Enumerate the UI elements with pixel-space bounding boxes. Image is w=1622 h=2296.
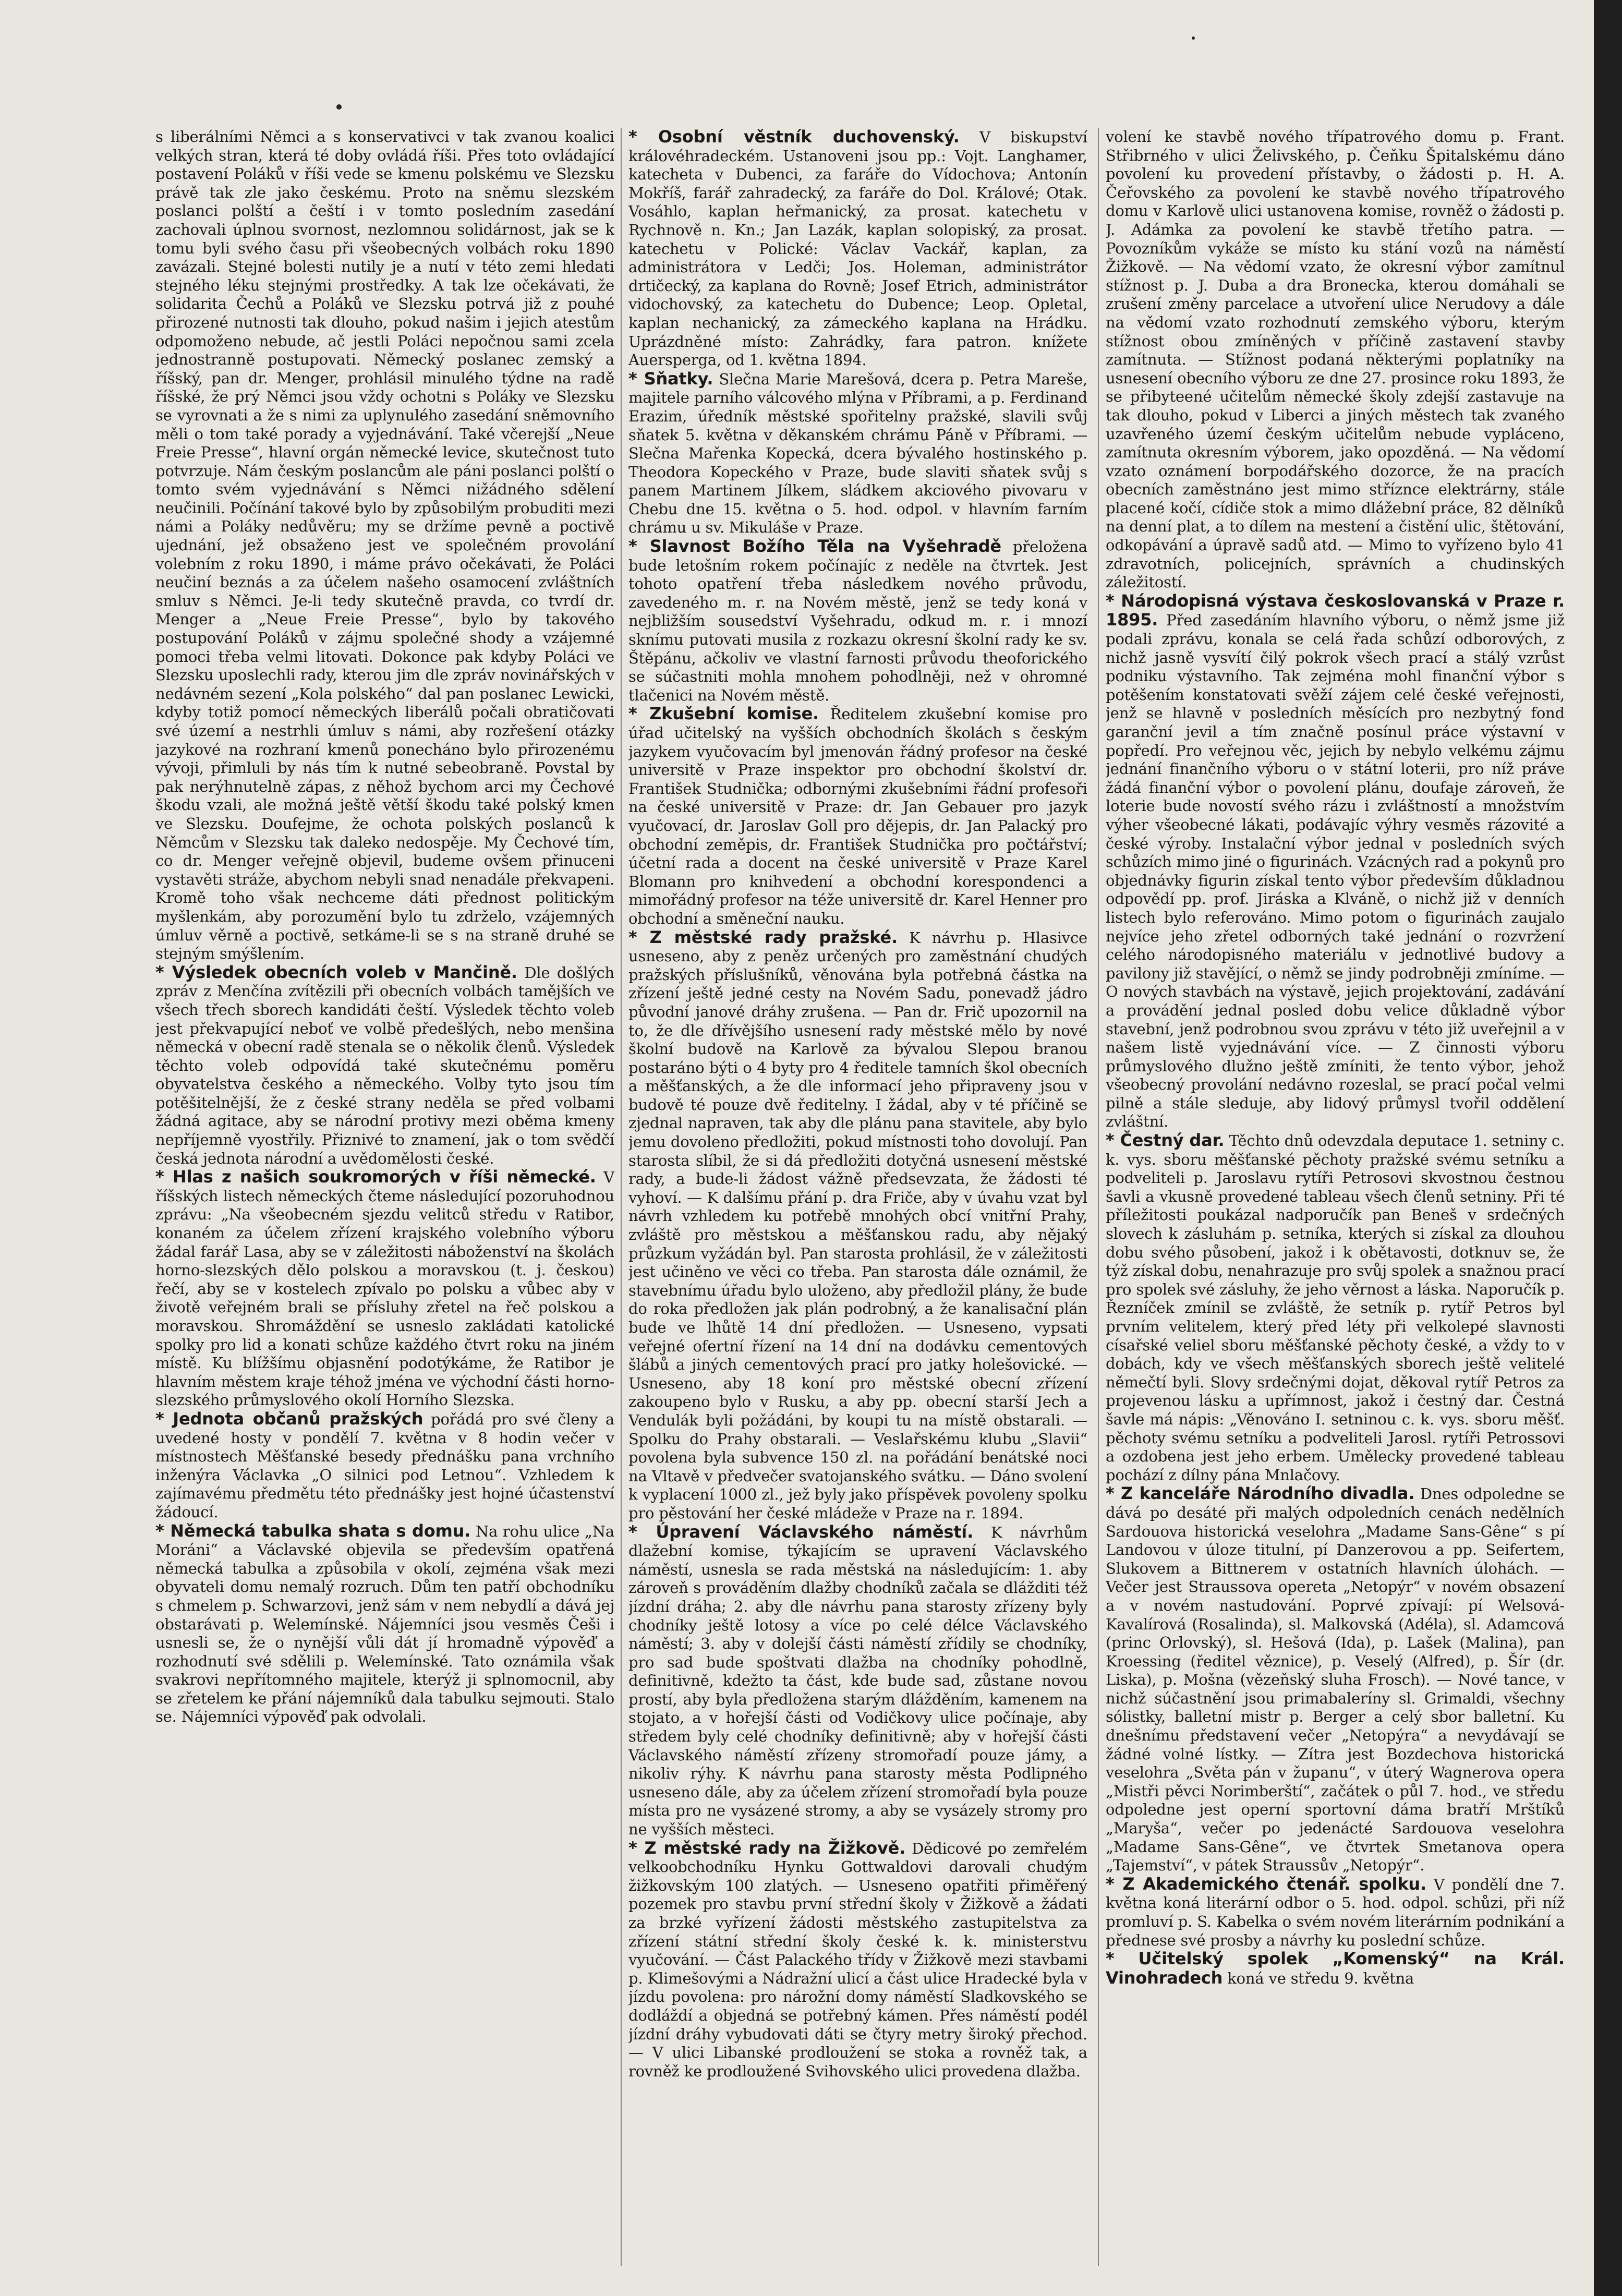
ink-dot (336, 104, 342, 110)
article-heading: * Výsledek obecních voleb v Mančině. (155, 962, 517, 982)
article-slavnost (628, 537, 1087, 705)
ink-dot (1192, 37, 1195, 40)
article-text: přeložena bude letošním rokem počínajíc z neděle na čtvrtek. Jest tohoto opatření třeba následkem nového průvodu, zavedeného m. r. na Novém městě, jenž se tedy koná v nejbližším sousedství Vyšehradu, odkud m. r. i mnozí sknímu putovati musila z rozkazu okresní školní rady ke sv. Štěpánu, ačkoliv ve vlastní farnosti průvodu theoforického se súčastniti mohla mnohem pohodlněji, než v ohromné tlačenici na Novém městě. (628, 538, 1087, 704)
newspaper-page (138, 99, 1583, 2279)
column-divider (621, 128, 622, 2266)
article-snatky (628, 370, 1087, 537)
article-text: V biskupství královéhradeckém. Ustanoveni jsou pp.: Vojt. Langhamer, katecheta v Dubenci, za faráře do Vídochova; Antonín Mokříš, farář zahradecký, za faráře do Dol. Králové; Otak. Vosáhlo, kaplan heřmanický, za prosat. katechetu v Rychnově n. Kn.; Jan Lazák, kaplan solopiský, za prosat. katechetu v Polické: Václav Vackář, kaplan, za administrátora v Ledči; Jos. Holeman, administrátor drtičecký, za kaplana do Rovně; Josef Etrich, administrátor vidochovský, za katechetu do Dubence; Leop. Opletal, kaplan nechanický, za zámeckého kaplana na Hrádku. Uprázdněné místo: Zahrádky, fara patron. knížete Auersperga, od 1. května 1894. (628, 128, 1087, 369)
article-jednota (155, 1410, 614, 1522)
article-text: pořádá pro své členy a uvedené hosty v pondělí 7. května v 8 hodin večer v místnostech Měšťanské besedy přednášku pana vrchního inženýra Václavka „O silnici pod Letnou“. Vzhledem k zajímavému předmětu této přednášky jest hojné účastenství žádoucí. (155, 1410, 614, 1521)
article-heading: * Z městské rady pražské. (628, 927, 898, 947)
article-text: Před zasedáním hlavního výboru, o němž jsme již podali zprávu, konala se celá řada schůzí odborových, z nichž jasně vysvítí čilý pokrok všech prací a stálý vzrůst podniku výstavního. Tak zejména mohl finanční výbor s potěšením konstatovati svěží zájem celé české veřejnosti, jenž se hlavně v posledních měsících pro nezbytný fond garanční jevil a tím značně posínul práce výstavní v popředí. Pro veřejnou věc, jejich by nebylo velkému zájmu jednání finančního výboru o v státní loterii, pro níž práve žádá finanční výbor o povolení plánu, doufaje zároveň, že loterie bude novostí svého rázu i zvláštností a množstvím výher všeobecné lákati, podávajíc výhry vesměs rázovité a české výroby. Instalační výbor jednal v posledních svých schůzích mimo jiné o figurinách. Vzácných rad a pokynů pro objednávky figurin získal tento výbor především důkladnou odpovědí pp. prof. Jiráska a Klváně, o nichž již v denních listech bylo referováno. Mimo potom o figurinách zaujalo nejvíce jeho zřetel odborných také jednání o rozvržení celého národopisného materiálu v jednotlivé budovy a pavilony již stavějící, o němž se jindy podrobněji zmíníme. — O nových stavbách na výstavě, jejich projektování, zadávání a provádění jednal posled dobu velice důkladně výbor stavební, jenž podrobnou svou zprávu v této již uveřejnil a v našem listě vyjednávání více. — Z činnosti výboru průmyslového dlužno ještě zmíniti, že tento výbor, jehož všeobecný provolání nedávno rozeslal, se prací počal velmi pilně a stále sleduje, aby lidový průmysl tvořil oddělení zvláštní. (1106, 611, 1565, 1131)
article-heading: * Německá tabulka shata s domu. (155, 1520, 471, 1541)
article-akademicky (1106, 1875, 1565, 1950)
article-text: Ředitelem zkušební komise pro úřad učitelský na vyšších obchodních školách s českým jazykem vyučovacím byl jmenován řádný profesor na české universitě v Praze inspektor pro obchodní školství dr. František Studnička; odbornými zkušebními řádní profesoři na české universitě v Praze: dr. Jan Gebauer pro jazyk vyučovací, dr. Jaroslav Goll pro dějepis, dr. Jan Palacký pro obchodní zeměpis, dr. František Studnička pro počtářství; účetní rada a docent na české universitě v Praze Karel Blomann pro knihvedení a obchodní korespondenci a mimořádný profesor na téže universitě dr. Karel Henner pro obchodní a směneční nauku. (628, 705, 1087, 927)
article-vaclavske (628, 1523, 1087, 1839)
article-divadlo (1106, 1484, 1565, 1875)
article-hlas (155, 1168, 614, 1410)
article-komise (628, 705, 1087, 928)
article-continuation: s liberálními Němci a s konservativci v tak zvanou koalici velkých stran, která té doby ovládá říši. Přes toto ovládající postavení Poláků v říši vede se kmenu polskému ve Slezsku právě tak zle jako českému. Proto na sněmu slezském poslanci polští a čeští i v tomto posledním zasedání zachovali úplnou svornost, nezlomnou solidárnost, jak se k tomu byli svého času při všeobecných volbách roku 1890 zavázali. Stejné bolesti nutily je a nutí v této zemi hledati stejného léku stejnými prostředky. A tak lze očekávati, že solidarita Čechů a Poláků ve Slezsku potrvá již z pouhé přirozené nutnosti tak dlouho, pokud našim i jejich atestům odpomoženo nebude, ač jestli Poláci nepočnou sami zcela jednostranně postupovati. Německý poslanec zemský a říšský, pan dr. Menger, prohlásil minulého týdne na radě říšské, že prý Němci jsou vždy ochotni s Poláky ve Slezsku se vyrovnati a že s nimi za uplynulého zasedání sněmovního měli o tom také porady a vyjednávání. Také včerejší „Neue Freie Presse“, hlavní orgán německé levice, skutečnost tuto potvrzuje. Nám českým poslancům ale páni poslanci polští o tomto svém vyjednávání s Němci nižádného sdělení neučinili. Počínání takové bylo by způsobilým probuditi mezi námi a Poláky nedůvěru; my se držíme pevně a poctivě ujednání, jež obsaženo jest ve společném provolání volebním z roku 1890, i máme právo očekávati, že Poláci neučiní beznás a za účelem našeho osamocení zvláštních smluv s Němci. Je-li tedy skutečně pravda, co tvrdí dr. Menger a „Neue Freie Presse“, bylo by takového postupování Poláků v zájmu společné shody a vzájemné pomoci třeba velmi litovati. Dokonce pak kdyby Poláci ve Slezsku uposlechli rady, kterou jim dle zpráv novinářských v nedávném sezení „Kola polského“ dal pan poslanec Lewicki, kdyby totiž pomocí německých liberálů počali obratičovati své území a nestrhli úmluv s námi, aby rozřešení otázky jazykové na rozhraní kmenů ponecháno bylo přirozenému vývoji, přimluli by nás tím k nutné sebeobraně. Povstal by pak nerýhnutelně zápas, z něhož bychom arci my Čechové škodu vzali, ale možná ještě větší škodu také polský kmen ve Slezsku. Doufejme, že ochota polských poslanců k Němcům v Slezsku tak daleko nedospěje. My Čechové tím, co dr. Menger veřejně objevil, budeme ovšem přinuceni vystavěti stráže, abychom nebyli snad nenadále překvapeni. Kromě toho však nechceme dáti přednost politickým myšlenkám, aby porozumění bylo tu zdrželo, vzájemných úmluv věrně a poctivě, setkáme-li se s na straně druhé se stejným smýšlením. (155, 128, 614, 963)
article-heading: * Zkušební komise. (628, 704, 819, 724)
article-continuation: volení ke stavbě nového třípatrového domu p. Frant. Střibrného v ulici Želivského, p. Čeňku Špitalskému dáno povolení ku provedení přístavby, o žádosti p. H. A. Čeřovského za povolení ke stavbě nového třípatrového domu v Karlově ulici ustanovena komise, rovněž o žádosti p. J. Adámka za povolení ke stavbě třetího patra. — Povozníkům vykáže se místo ku stání vozů na náměstí Žižkově. — Na vědomí vzato, že okresní výbor zamítnul stížnost p. J. Duba a dra Bronecka, kterou domáhali se zrušení změny parcelace a utvoření ulice Nerudovy a dále na vědomí vzato rozhodnutí zemského výboru, kterým stížnost obou zmíněných v příčině zastavení stavby zamítnuta. — Stížnost podaná některými poplatníky na usnesení obecního výboru ze dne 27. prosince roku 1893, že se přibyteené učitelům německé školy zdejší zastavuje na tak dlouho, pokud v Liberci a jiných městech tak zvaného uzavřeného území českým učitelům nebude vypláceno, zamítnuta okresním výborem, jako opozděná. — Na vědomí vzato oznámení borpodářského dozorce, že na pracích obecních zaměstnáno jest mimo stříznce elektrárny, stále placené kočí, cídiče stok a mimo dlážební práce, 82 dělníků na denní plat, a to dílem na mestení a čistění ulic, štětování, odkopávání a úpravě sadů atd. — Mimo to vyřízeno bylo 41 zdravotních, policejních, správních a chudinských záležitostí. (1106, 128, 1565, 591)
article-text: Dědicové po zemřelém velkoobchodníku Hynku Gottwaldovi darovali chudým žižkovským 100 zlatých. — Usneseno opatřiti přiměřený pozemek pro stavbu první střední školy v Žižkově a žádati za brzké vyřízení žádosti městského zastupitelstva za zřízení státní střední školy české k. k. ministerstvu vyučování. — Část Palackého třídy v Žižkově mezi stavbami p. Klimešovými a Nádražní ulicí a část ulice Hradecké byla v jízdu povolena: pro nárožní domy náměstí Sladkovského se dodláždí a objedná se potřebný kámen. Přes náměstí podél jízdní dráhy vybudovati dáti se čtyry metry široký přechod. — V ulici Libanské prodloužení se stoka a rovněž tak, a rovněž ke prodloužené Svihovského ulici provedena dlažba. (628, 1839, 1087, 2080)
article-text: V říšských listech německých čteme následující pozoruhodnou zprávu: „Na všeobecném sjezdu velitců středu v Ratibor, konaném za účelem zřízení krajského volebního výboru žádal farář Lasa, aby se v záležitosti náboženství na školách horno-slezských dělo polskou a moravskou (t. j. českou) řečí, aby se v kostelech zpívalo po polsku a vůbec aby v životě veřejném brali se přísluhy zřetel na řeč polskou a moravskou. Shromáždění se usneslo zakládati katolické spolky pro lid a konati schůze každého čtvrt roku na jiném místě. Ku blížšímu objasnění podotýkáme, že Ratibor je hlavním městem kraje téhož jména ve východní části horno-slezského průmyslového okolí Horního Slezska. (155, 1168, 614, 1409)
article-text: Těchto dnů odevzdala deputace 1. setniny c. k. vys. sboru měšťanské pěchoty pražské svému setníku a podveliteli p. Jaroslavu rytíři Petrosovi skvostnou čestnou šavli a vkusně provedené tableau všech členů setniny. Při té příležitosti poukázal nadporučík pan Beneš v srdečných slovech k zásluhám p. setníka, kterých si získal za dlouhou dobu svého působení, jakož i k obětavosti, dotknuv se, že týž získal dobu, nenahrazuje pro svůj spolek a snažnou prací pro spolek své zásluhy, že jeho věrnost a láska. Naporučík p. Řezníček zmínil se zvláště, že setník p. rytíř Petros byl prvním velitelem, který před léty při velkolepé slavnosti císařské veliel sboru měšťanské pěchoty české, a vždy to v dobách, kdy ve všech měšťanských sborech ještě velitelé němečtí byli. Slovy srdečnými dojat, děkoval rytíř Petros za projevenou lásku a upřímnost, jakož i čestný dar. Čestná šavle má nápis: „Věnováno I. setninou c. k. vys. sboru měšť. pěchoty svému setníku a podveliteli Jarosl. rytíři Petrossovi a ozdobena jest jeho erbem. Umělecky provedené tableau pochází z dílny pána Mnlačovy. (1106, 1132, 1565, 1484)
article-heading: * Učitelský spolek „Komenský“ na Král. Vinohradech (1106, 1949, 1565, 1988)
article-heading: * Slavnost Božího Těla na Vyšehradě (628, 536, 1001, 557)
article-text: Slečna Marie Marešová, dcera p. Petra Mareše, majitele parního válcového mlýna v Příbrami, a p. Ferdinand Erazim, úředník městské spořitelny pražské, slavili svůj sňatek 5. května v děkanském chrámu Páně v Příbrami. — Slečna Mařenka Kopecká, dcera bývalého hostinského p. Theodora Kopeckého v Praze, bude slaviti sňatek svůj s panem Martinem Jílkem, sládkem akciového pivovaru v Chebu dne 15. května o 5. hod. odpol. v hlavním farním chrámu u sv. Mikuláše v Praze. (628, 370, 1087, 537)
article-vystava (1106, 592, 1565, 1131)
article-vestnik (628, 128, 1087, 370)
column-3 (1106, 128, 1565, 2266)
article-text: Dnes odpoledne se dává po desáté při malých odpoledních cenách nedělních Sardouova historická veselohra „Madame Sans-Gêne“ s pí Landovou v úloze titulní, pí Danzerovou a pp. Seifertem, Slukovem a Bittnerem v ostatních hlavních úlohách. — Večer jest Straussova opereta „Netopýr“ v novém obsazení a v novém nastudování. Poprvé zpívají: pí Welsová-Kavalírová (Rosalinda), sl. Malkovská (Adéla), sl. Adamcová (princ Orlovský), sl. Hešová (Ida), p. Lašek (Malina), pan Kroessing (ředitel věznice), p. Veselý (Alfred), p. Šír (dr. Liska), p. Mošna (vězeňský sluha Frosch). — Nové tance, v nichž súčastnění jsou primabaleríny sl. Grimaldi, všechny sólistky, balletní mistr p. Berger a celý sbor balletní. Ku dnešnímu představení večer „Netopýra“ a nevydávají se žádné volné lístky. — Zítra jest Bozdechova historická veselohra „Světa pán v županu“, v úterý Wagnerova opera „Mistři pěvci Norimberští“, začátek o půl 7. hod., ve středu odpoledne jest operní sportovní dáma bratří Mrštíků „Maryša“, večer po jedenácté Sardouova veselohra „Madame Sans-Gêne“, ve čtvrtek Smetanova opera „Tajemství“, v pátek Straussův „Netopýr“. (1106, 1485, 1565, 1875)
article-text: K návrhu p. Hlasivce usneseno, aby z peněz určených pro zaměstnání chudých pražských příslušníků, věnována byla potřebná částka na zřízení ještě jedné cesty na Novém Sadu, ponevadž jádro původní janové dráhy zrušena. — Pan dr. Frič upozornil na to, že dle dřívějšího usnesení rady městské mělo by nové školní budově na Karlově za bývalou Slepou branou postaráno býti o 4 byty pro 4 ředitele tamních škol obecních a měšťanských, a že dle informací jeho připraveny jsou v budově té pouze dvě ředitelny. I žádal, aby v té příčině se zjednal napraven, tak aby dle plánu pana stavitele, aby bylo jemu dovoleno předložiti, pokud místnosti toho dovolují. Pan starosta slíbil, že si dá předložiti dotyčná usnesení městské rady, a bude-li žádost vážně předsevzata, že žádosti té vyhoví. — K dalšímu přání p. dra Friče, aby v úvahu vzat byl návrh vzhledem ku potřebě mnohých obcí vnitřní Prahy, zvláště pro městskou a měšťanskou radu, aby nějaký průzkum vyžádán byl. Pan starosta prohlásil, že v záležitosti jest učiněno ve věci co třeba. Pan starosta dále oznámil, že stavebnímu úřadu bylo uloženo, aby předložil plány, že bude do roka předložen jak plán podrobný, a že kanalisační plán bude ve lhůtě 14 dní předložen. — Usneseno, vypsati veřejné ofertní řízení na 14 dní na dodávku cementových šlábů a jiných cementových prací pro jatky holešovické. — Usneseno, aby 18 koní pro městské obecní zřízení zakoupeno bylo v Rusku, a aby pp. obecní starší Jech a Vendulák byli požádáni, by koupi tu na místě obstarali. — Spolku do Prahy obstarali. — Veslařskému klubu „Slavii“ povolena byla subvence 150 zl. na pořádání benátské noci na Vltavě v předvečer svatojanského svátku. — Dáno svolení k vyplacení 1000 zl., jež byly jako příspěvek povoleny spolku pro pěstování her české mládeže v Praze na r. 1894. (628, 928, 1087, 1522)
article-heading: * Z kanceláře Národního divadla. (1106, 1483, 1415, 1504)
scan-dark-edge (1594, 0, 1622, 2296)
article-heading: * Úpravení Václavského náměstí. (628, 1521, 974, 1542)
article-rada-prazska (628, 928, 1087, 1523)
article-heading: * Čestný dar. (1106, 1130, 1225, 1151)
article-heading: * Národopisná výstava českoslovanská v Praze r. 1895. (1106, 590, 1565, 630)
article-text: Na rohu ulice „Na Moráni“ a Václavské objevila se především opatřená německá tabulka a způsobila v okolí, zejména však mezi obyvateli domu nemalý rozruch. Dům ten patří obchodníku s chmelem p. Schwarzovi, jenž sám v nem nebydlí a dává jej obstarávati p. Welemínské. Nájemníci jsou vesměs Češi i usnesli se, že o nynější vůli dát jí hromadně výpověď a rozhodnutí své sdělili p. Welemínské. Tato oznámila však svakrovi nepřítomného majitele, kterýž ji splnomocnil, aby se zřetelem ke přání nájemníků dala tabulku sejmouti. Stalo se. Nájemníci výpověď pak odvolali. (155, 1522, 614, 1726)
article-heading: * Jednota občanů pražských (155, 1408, 423, 1429)
article-komensky (1106, 1950, 1565, 1988)
article-text: V pondělí dne 7. května koná literární odbor o 5. hod. odpol. schůzi, při níž promluví p. S. Kabelka o svém novém literárním podnikání a přednese své prosby a návrhy ku poslední schůze. (1106, 1875, 1565, 1949)
article-text: koná ve středu 9. května (1227, 1969, 1414, 1987)
article-heading: * Z městské rady na Žižkově. (628, 1838, 906, 1858)
column-1 (155, 128, 614, 2266)
article-mancin (155, 963, 614, 1168)
article-zizkov (628, 1839, 1087, 2081)
article-heading: * Osobní věstník duchovenský. (628, 128, 960, 147)
article-heading: * Z Akademického čtenář. spolku. (1106, 1874, 1426, 1894)
column-2 (628, 128, 1087, 2266)
column-divider (1098, 128, 1099, 2266)
article-heading: * Hlas z našich soukromorých v říši německé. (155, 1167, 596, 1187)
article-heading: * Sňatky. (628, 368, 713, 389)
article-text: Dle došlých zpráv z Menčína zvítězili při obecních volbách tamějších ve všech třech sborech kandidáti čeští. Výsledek těchto voleb jest překvapující neboť ve volbě předešlých, nebo menšina německá v obecní radě stenala se o několik členů. Výsledek těchto voleb odpovídá také skutečnému poměru obyvatelstva českého a německého. Volby tyto jsou tím potěšitelnější, že z české strany neděla se před volbami žádná agitace, aby se národní protivy mezi oběma kmeny nepříjemně vyostřily. Přiznivé to znamení, jak o tom svědčí česká jednota národní a uvědomělosti české. (155, 963, 614, 1167)
article-tabulka (155, 1522, 614, 1727)
article-text: K návrhům dlažební komise, týkajícím se upravení Václavského náměstí, usnesla se rada městská na následujícím: 1. aby zároveň s prováděním dlažby chodníků začala se dlážditi též jízdní dráha; 2. aby dle návrhu pana starosty zřízeny byly chodníky ještě lotosy a více po celé délce Václavského náměstí; 3. aby v dolejší části náměstí zřídily se chodníky, pro sad bude spoštvati dlažba na chodníky pohodlně, definitivně, kdežto ta část, kde bude sad, zůstane novou prostí, aby byla předložena starým dlážděním, kamenem na stojato, a v hořejší části od Vodičkovy ulice počínaje, aby středem byly celé chodníky definitivně; aby v hořejší části Václavského náměstí zřízeny stromořadí pouze jámy, a nikoliv rýhy. K návrhu pana starosty města Podlipného usneseno dále, aby za účelem zřízení stromořadí byla pouze místa pro ne vysázené stromy, a aby se vysázely stromy pro ne vyšších městeci. (628, 1523, 1087, 1839)
article-dar (1106, 1131, 1565, 1484)
